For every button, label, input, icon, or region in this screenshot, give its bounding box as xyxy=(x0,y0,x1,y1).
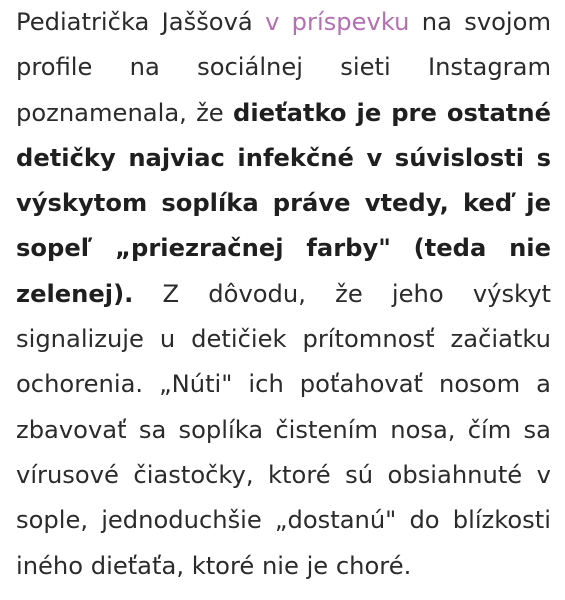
article-paragraph xyxy=(16,0,551,589)
paragraph-intro-text: Pediatrička Jaššová xyxy=(16,8,266,36)
paragraph-text-after-link: na svojom profile na sociálnej sieti Instagram poznamenala, že xyxy=(16,8,552,127)
paragraph-closing-text: Z dôvodu, že jeho výskyt signalizuje u detičiek prítomnosť začiatku ochorenia. „Núti" ich poťahovať nosom a zbavovať sa soplíka čistením nosa, čím sa vírusové čiastočky, ktoré sú obsiahnuté v sople, jednoduchšie „dostanú" do blízkosti iného dieťaťa, ktoré nie je choré. xyxy=(16,279,551,580)
instagram-post-link[interactable]: v príspevku xyxy=(265,8,410,36)
bold-highlight-text: dieťatko je pre ostatné detičky najviac infekčné v súvislosti s výskytom soplíka práve vtedy, keď je sopeľ „priezračnej farby" (teda nie zelenej). xyxy=(16,98,551,308)
